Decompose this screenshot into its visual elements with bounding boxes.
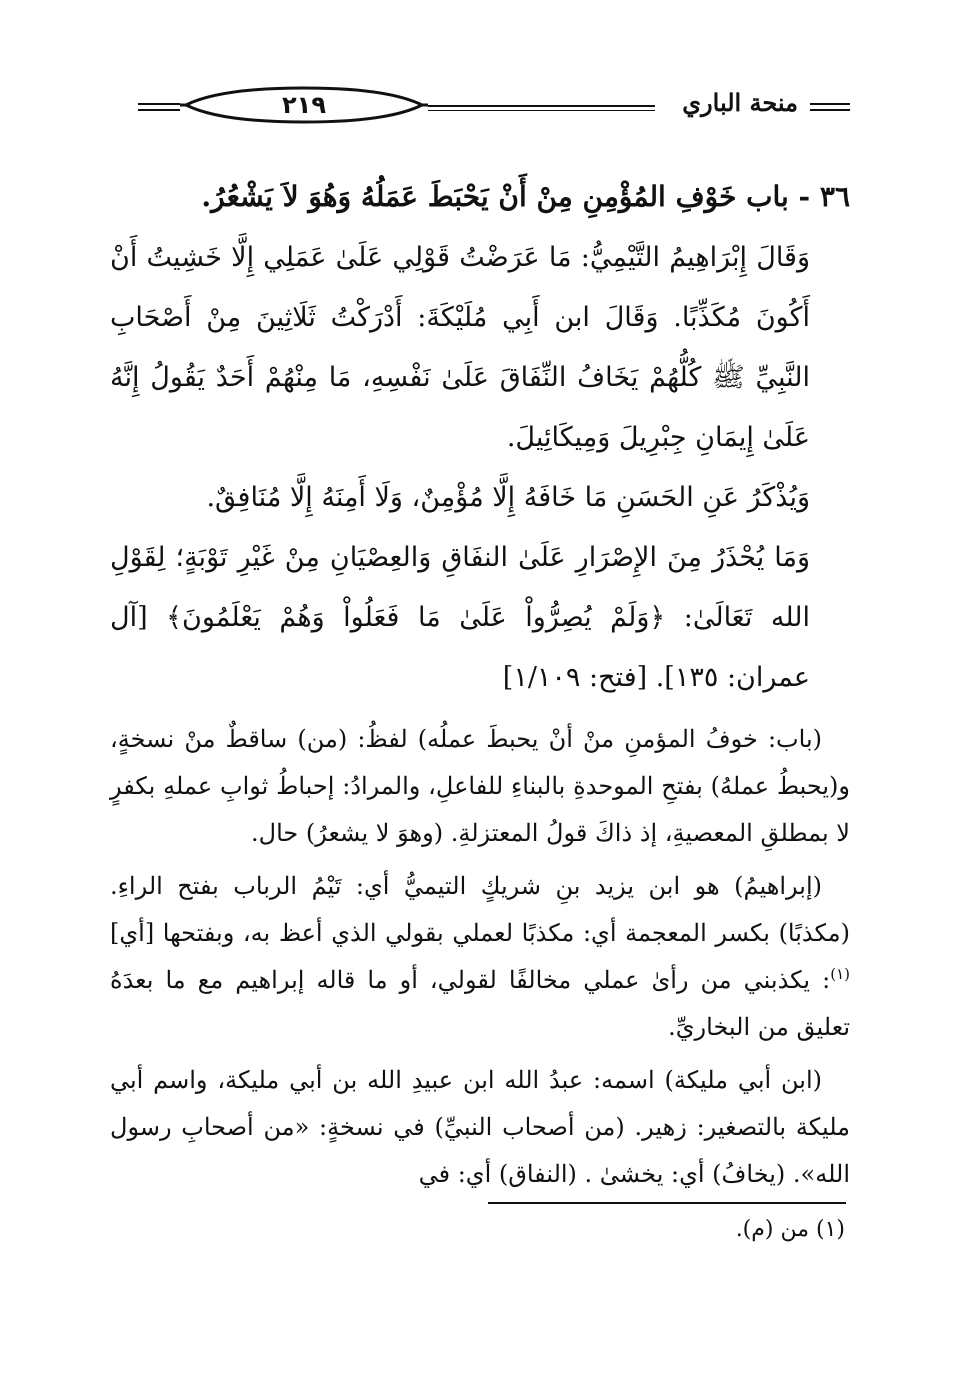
header-rule-middle — [428, 105, 655, 107]
header-rule-right — [810, 103, 850, 105]
matn-paragraph: وَيُذْكَرُ عَنِ الحَسَنِ مَا خَافَهُ إِلَّا مُؤْمِنٌ، وَلَا أَمِنَهُ إِلَّا مُنَافِقٌ. — [206, 482, 810, 513]
header-rule-right-lower — [810, 109, 850, 111]
commentary — [110, 716, 850, 1198]
footnote: (١) من (م). — [735, 1217, 845, 1242]
header-rule-left-lower — [138, 109, 180, 111]
commentary-text: (إبراهيمُ) هو ابن يزيد بنِ شريكٍ التيميُّ أي: تَيْمُ الرباب بفتح الراءِ. (مكذبًا) بكسر المعجمة أي: مكذبًا لعملي بقولي الذي أعظ به، وبفتحها [أي] — [110, 872, 850, 947]
page-number: ٢١٩ — [282, 91, 326, 119]
book-title: منحة الباري — [682, 88, 798, 117]
footnote-reference[interactable]: (١) — [830, 965, 850, 983]
chapter-heading: ٣٦ - باب خَوْفِ المُؤْمِنِ مِنْ أَنْ يَحْبَطَ عَمَلُهُ وَهُوَ لاَ يَشْعُرُ. — [201, 180, 850, 213]
header-rule-middle-lower — [428, 110, 655, 111]
header-rule-left — [138, 103, 180, 105]
commentary-paragraph: (ابن أبي مليكة) اسمه: عبدُ الله ابن عبيدِ الله بن أبي مليكة، واسم أبي مليكة بالتصغير: زهير. (من أصحاب النبيِّ) في نسخةٍ: «من أصحابِ رسول الله». (يخافُ) أي: يخشىٰ . (النفاق) أي: في — [110, 1066, 850, 1188]
page-header — [138, 84, 850, 130]
commentary-paragraph: (باب: خوفُ المؤمنِ منْ أنْ يحبطَ عملُه) لفظُ: (من) ساقطٌ منْ نسخةٍ، و(يحبطُ عملهُ) بفتحِ الموحدةِ بالبناءِ للفاعلِ، والمرادُ: إحباطُ ثوابِ عملهِ بكفرٍ لا بمطلقِ المعصيةِ، إذ ذاكَ قولُ المعتزلةِ. (وهوَ لا يشعرُ) حال. — [110, 725, 850, 847]
page-number-frame — [180, 86, 428, 124]
commentary-text: : يكذبني من رأىٰ عملي مخالفًا لقولي، أو ما قاله إبراهيم مع ما بعدَهُ تعليق من البخاريِّ. — [110, 966, 850, 1041]
hadith-text — [110, 228, 850, 708]
matn-paragraph: وَقَالَ إِبْرَاهِيمُ التَّيْمِيُّ: مَا عَرَضْتُ قَوْلِي عَلَىٰ عَمَلِي إِلَّا خَشِيتُ أَنْ أَكُونَ مُكَذِّبًا. وَقَالَ ابن أَبِي مُلَيْكَةَ: أَدْرَكْتُ ثَلَاثِينَ مِنْ أَصْحَابِ النَّبِيِّ ﷺ كُلُّهُمْ يَخَافُ النِّفَاقَ عَلَىٰ نَفْسِهِ، مَا مِنْهُمْ أَحَدٌ يَقُولُ إِنَّهُ عَلَىٰ إِيمَانِ جِبْرِيلَ وَمِيكَائِيلَ. — [110, 242, 810, 453]
footnote-divider — [488, 1202, 846, 1204]
page-content — [110, 170, 850, 1204]
matn-paragraph: وَمَا يُحْذَرُ مِنَ الإِصْرَارِ عَلَىٰ النفَاقِ وَالعِصْيَانِ مِنْ غَيْرِ تَوْبَةٍ؛ لِقَوْلِ الله تَعَالَىٰ: ﴿وَلَمْ يُصِرُّواْ عَلَىٰ مَا فَعَلُواْ وَهُمْ يَعْلَمُونَ﴾ [آل عمران: ١٣٥]. [فتح: ١/١٠٩] — [110, 542, 810, 693]
commentary-paragraph — [110, 863, 850, 1051]
